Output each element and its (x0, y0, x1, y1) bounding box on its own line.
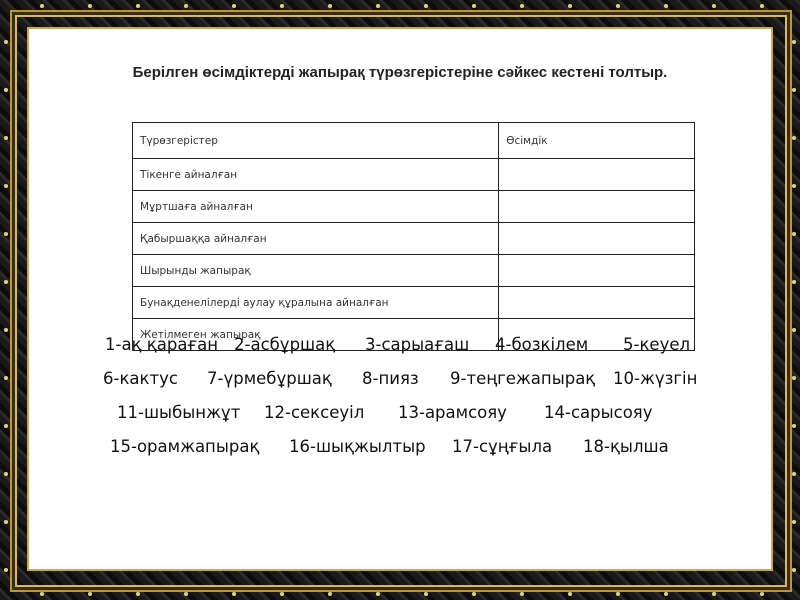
frame-bead-ornament (520, 592, 524, 596)
frame-bead-ornament (792, 424, 796, 428)
slide-page (27, 27, 773, 571)
frame-bead-ornament (280, 592, 284, 596)
frame-bead-ornament (792, 184, 796, 188)
frame-bead-ornament (792, 376, 796, 380)
frame-bead-ornament (4, 520, 8, 524)
frame-bead-ornament (4, 40, 8, 44)
frame-bead-ornament (712, 592, 716, 596)
frame-bead-ornament (792, 568, 796, 572)
frame-bead-ornament (792, 520, 796, 524)
frame-bead-ornament (792, 472, 796, 476)
table-header-row (133, 123, 695, 159)
plant-item: 5-кеуел (623, 335, 691, 354)
row-label: Тікенге айналған (133, 159, 499, 191)
frame-bead-ornament (664, 592, 668, 596)
frame-bead-ornament (280, 4, 284, 8)
frame-bead-ornament (616, 592, 620, 596)
row-answer-cell[interactable] (499, 191, 695, 223)
frame-bead-ornament (424, 592, 428, 596)
frame-bead-ornament (40, 592, 44, 596)
frame-bead-ornament (4, 568, 8, 572)
frame-bead-ornament (712, 4, 716, 8)
frame-bead-ornament (424, 4, 428, 8)
table-row (133, 223, 695, 255)
frame-bead-ornament (760, 4, 764, 8)
header-plant: Өсімдік (499, 123, 695, 159)
frame-bead-ornament (792, 328, 796, 332)
plant-item: 2-асбұршақ (234, 335, 336, 354)
plant-item: 3-сарыағаш (365, 335, 470, 354)
frame-bead-ornament (616, 4, 620, 8)
frame-bead-ornament (792, 40, 796, 44)
frame-bead-ornament (232, 4, 236, 8)
frame-bead-ornament (376, 4, 380, 8)
frame-bead-ornament (568, 4, 572, 8)
frame-bead-ornament (136, 592, 140, 596)
plant-item: 11-шыбынжұт (117, 403, 241, 422)
table-row (133, 255, 695, 287)
plant-item: 16-шықжылтыр (289, 437, 426, 456)
frame-bead-ornament (792, 136, 796, 140)
frame-bead-ornament (4, 376, 8, 380)
frame-bead-ornament (664, 4, 668, 8)
header-modification: Түрөзгерістер (133, 123, 499, 159)
plant-item: 6-кактус (103, 369, 178, 388)
row-label: Қабыршаққа айналған (133, 223, 499, 255)
frame-bead-ornament (792, 88, 796, 92)
row-label: Жетілмеген жапырақ (133, 319, 499, 351)
plant-item: 9-теңгежапырақ (450, 369, 596, 388)
row-answer-cell[interactable] (499, 159, 695, 191)
plant-item: 7-үрмебұршақ (207, 369, 332, 388)
frame-bead-ornament (792, 280, 796, 284)
task-title: Берілген өсімдіктерді жапырақ түрөзгерістеріне сәйкес кестені толтыр. (132, 64, 668, 81)
row-label: Шырынды жапырақ (133, 255, 499, 287)
plant-item: 10-жүзгін (613, 369, 698, 388)
plant-item: 14-сарысояу (544, 403, 653, 422)
frame-bead-ornament (760, 592, 764, 596)
frame-bead-ornament (4, 136, 8, 140)
table-row (133, 159, 695, 191)
plant-item: 15-орамжапырақ (110, 437, 260, 456)
row-answer-cell[interactable] (499, 255, 695, 287)
table-row (133, 191, 695, 223)
frame-bead-ornament (472, 4, 476, 8)
row-label: Мұртшаға айналған (133, 191, 499, 223)
frame-bead-ornament (184, 592, 188, 596)
frame-bead-ornament (4, 328, 8, 332)
frame-bead-ornament (184, 4, 188, 8)
frame-bead-ornament (792, 232, 796, 236)
plant-item: 13-арамсояу (398, 403, 507, 422)
row-answer-cell[interactable] (499, 287, 695, 319)
plant-item: 17-сұңғыла (452, 437, 553, 456)
frame-bead-ornament (4, 88, 8, 92)
frame-bead-ornament (136, 4, 140, 8)
plant-item: 8-пияз (362, 369, 419, 388)
frame-bead-ornament (4, 280, 8, 284)
frame-bead-ornament (4, 184, 8, 188)
plant-table (132, 122, 695, 351)
row-answer-cell[interactable] (499, 223, 695, 255)
table-row (133, 287, 695, 319)
frame-bead-ornament (568, 592, 572, 596)
frame-bead-ornament (4, 232, 8, 236)
frame-bead-ornament (40, 4, 44, 8)
plant-item: 4-бозкілем (495, 335, 589, 354)
frame-bead-ornament (88, 4, 92, 8)
plant-item: 1-ақ қараған (105, 335, 219, 354)
frame-bead-ornament (328, 592, 332, 596)
frame-bead-ornament (4, 472, 8, 476)
frame-bead-ornament (4, 424, 8, 428)
plant-item: 18-қылша (583, 437, 669, 456)
frame-bead-ornament (232, 592, 236, 596)
frame-bead-ornament (376, 592, 380, 596)
row-label: Бунақденелілерді аулау құралына айналған (133, 287, 499, 319)
plant-item: 12-сексеуіл (264, 403, 365, 422)
frame-bead-ornament (520, 4, 524, 8)
frame-bead-ornament (328, 4, 332, 8)
frame-bead-ornament (88, 592, 92, 596)
frame-bead-ornament (472, 592, 476, 596)
